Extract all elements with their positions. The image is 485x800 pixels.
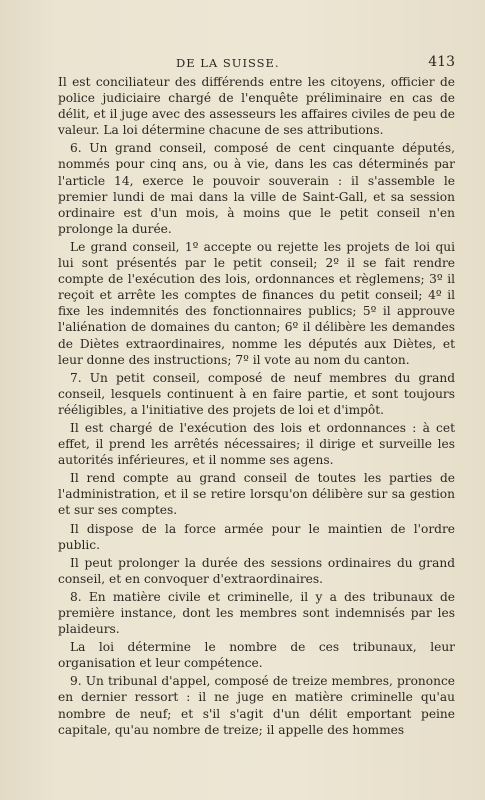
paragraph: 6. Un grand conseil, composé de cent cinquante députés, nommés pour cinq ans, ou à vie, dans les cas déterminés par l'article 14, exerce le pouvoir souverain : il s'assemble le premier lundi de mai dans la ville de Saint-Gall, et sa session ordinaire est d'un mois, à moins que le petit conseil n'en prolonge la durée. bbox=[58, 141, 455, 236]
paragraph: Il est chargé de l'exécution des lois et ordonnances : à cet effet, il prend les arrêtés nécessaires; il dirige et surveille les autorités inférieures, et il nomme ses agens. bbox=[58, 420, 455, 468]
paragraph: 7. Un petit conseil, composé de neuf membres du grand conseil, lesquels continuent à en faire partie, et sont toujours rééligibles, a l'initiative des projets de loi et d'impôt. bbox=[58, 370, 455, 417]
paragraph: Le grand conseil, 1º accepte ou rejette les projets de loi qui lui sont présentés par le petit conseil; 2º il se fait rendre compte de l'exécution des lois, ordonnances et règlemens; 3º il reçoit et arrête les comptes de finances du petit conseil; 4º il fixe les indemnités des fonctionnaires publics; 5º il approuve l'aliénation de domaines du canton; 6º il délibère les demandes de Diètes extraordinaires, nomme les députés aux Diètes, et leur donne des instructions; 7º il vote au nom du canton. bbox=[58, 239, 455, 367]
paragraph: Il dispose de la force armée pour le maintien de l'ordre public. bbox=[58, 521, 455, 552]
body-text bbox=[58, 74, 455, 738]
page-number: 413 bbox=[428, 54, 455, 70]
paragraph: La loi détermine le nombre de ces tribunaux, leur organisation et leur compétence. bbox=[58, 640, 455, 671]
paragraph: 8. En matière civile et criminelle, il y a des tribunaux de première instance, dont les membres sont indemnisés par les plaideurs. bbox=[58, 589, 455, 637]
paragraph: Il rend compte au grand conseil de toutes les parties de l'administration, et il se retire lorsqu'on délibère sur sa gestion et sur ses comptes. bbox=[58, 471, 455, 518]
paragraph: Il peut prolonger la durée des sessions ordinaires du grand conseil, et en convoquer d'extraordinaires. bbox=[58, 555, 455, 586]
paragraph: 9. Un tribunal d'appel, composé de treize membres, prononce en dernier ressort : il ne juge en matière criminelle qu'au nombre de neuf; et s'il s'agit d'un délit emportant peine capitale, qu'au nombre de treize; il appelle des hommes bbox=[58, 674, 455, 737]
page-header bbox=[58, 54, 455, 72]
running-head: DE LA SUISSE. bbox=[176, 56, 280, 70]
paragraph: Il est conciliateur des différends entre les citoyens, officier de police judiciaire chargé de l'enquête préliminaire en cas de délit, et il juge avec des assesseurs les affaires civiles de peu de valeur. La loi détermine chacune de ses attributions. bbox=[58, 75, 455, 138]
